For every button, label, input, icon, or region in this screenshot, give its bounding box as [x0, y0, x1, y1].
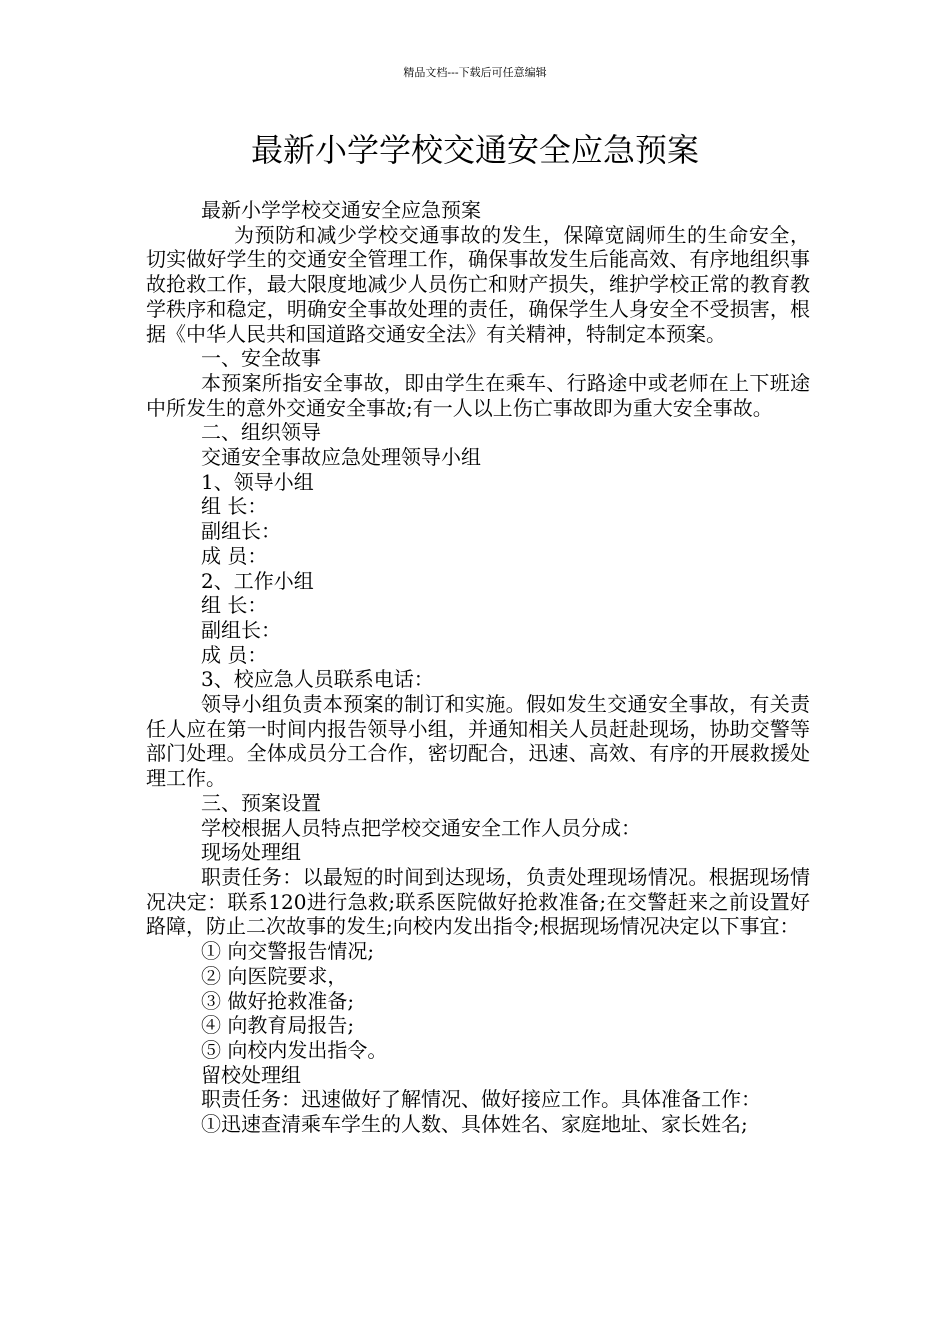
paragraph: 为预防和减少学校交通事故的发生，保障宽阔师生的生命安全，切实做好学生的交通安全管理工作，确保事故发生后能高效、有序地组织事故抢救工作，最大限度地减少人员伤亡和财产损失，维护学校正常的教育教学秩序和稳定，明确安全事故处理的责任，确保学生人身安全不受损害，根据《中华人民共和国道路交通安全法》有关精神，特制定本预案。	[146, 222, 810, 346]
paragraph: ① 向交警报告情况;	[201, 939, 375, 964]
paragraph: ①迅速查清乘车学生的人数、具体姓名、家庭地址、家长姓名;	[201, 1112, 748, 1137]
paragraph: 交通安全事故应急处理领导小组	[201, 445, 481, 470]
paragraph: 副组长：	[201, 519, 281, 544]
paragraph: 职责任务：以最短的时间到达现场，负责处理现场情况。根据现场情况决定：联系120进行急救;联系医院做好抢救准备;在交警赶来之前设置好路障，防止二次故事的发生;向校内发出指令;根据现场情况决定以下事宜：	[146, 864, 810, 939]
page-header-note: 精品文档---下载后可任意编辑	[403, 66, 547, 79]
paragraph: 学校根据人员特点把学校交通安全工作人员分成：	[201, 815, 641, 840]
paragraph: ② 向医院要求，	[201, 963, 348, 988]
paragraph: ③ 做好抢救准备;	[201, 988, 355, 1013]
paragraph: 留校处理组	[201, 1062, 301, 1087]
paragraph: 2、工作小组	[201, 568, 314, 593]
paragraph: 二、组织领导	[201, 420, 321, 445]
document-body	[146, 198, 810, 1137]
paragraph: 现场处理组	[201, 840, 301, 865]
paragraph: 成 员：	[201, 543, 268, 568]
document-title: 最新小学学校交通安全应急预案	[250, 131, 699, 169]
paragraph: 领导小组负责本预案的制订和实施。假如发生交通安全事故，有关责任人应在第一时间内报告领导小组，并通知相关人员赶赴现场，协助交警等部门处理。全体成员分工合作，密切配合，迅速、高效、有序的开展救援处理工作。	[146, 692, 810, 791]
paragraph: 本预案所指安全事故，即由学生在乘车、行路途中或老师在上下班途中所发生的意外交通安全事故;有一人以上伤亡事故即为重大安全事故。	[146, 370, 810, 420]
paragraph: ④ 向教育局报告;	[201, 1013, 355, 1038]
paragraph: 最新小学学校交通安全应急预案	[201, 198, 481, 222]
paragraph: 一、安全故事	[201, 346, 321, 371]
paragraph: 职责任务：迅速做好了解情况、做好接应工作。具体准备工作：	[201, 1087, 761, 1112]
paragraph: 1、领导小组	[201, 469, 314, 494]
paragraph: 成 员：	[201, 642, 268, 667]
paragraph: 组 长：	[201, 494, 268, 519]
paragraph: 3、校应急人员联系电话：	[201, 667, 434, 692]
paragraph: 三、预案设置	[201, 790, 321, 815]
paragraph: ⑤ 向校内发出指令。	[201, 1037, 388, 1062]
paragraph: 副组长：	[201, 617, 281, 642]
paragraph: 组 长：	[201, 593, 268, 618]
